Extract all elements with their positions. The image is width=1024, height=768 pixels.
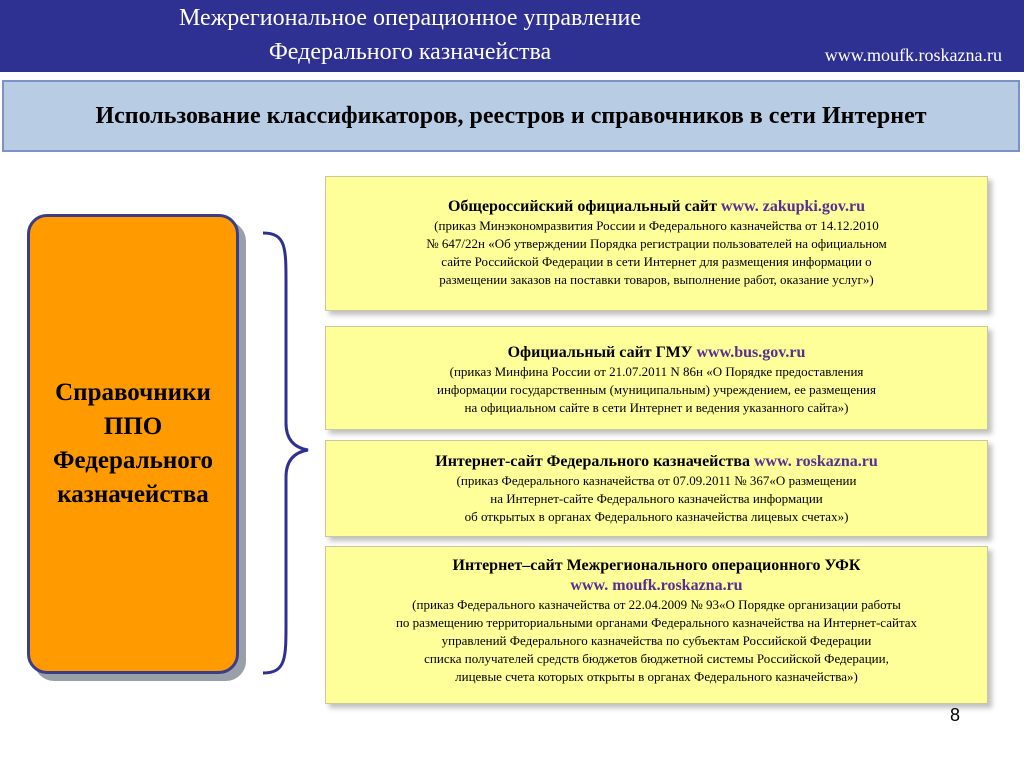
left-block-line: ППО: [103, 413, 163, 440]
header-title-line-1: Межрегиональное операционное управление: [179, 5, 641, 31]
left-block-line: Федерального: [53, 447, 213, 474]
header-url[interactable]: www.moufk.roskazna.ru: [824, 45, 1002, 65]
box-link[interactable]: www. moufk.roskazna.ru: [570, 577, 743, 594]
box-desc-line: сайте Российской Федерации в сети Интернет для размещения информации о: [441, 254, 872, 269]
box-desc-line: по размещению территориальными органами Федерального казначейства на Интернет-сайтах: [395, 615, 918, 630]
info-box-bus: [325, 326, 988, 430]
info-box-roskazna: [325, 440, 988, 537]
left-block-line: Справочники: [55, 379, 211, 406]
box-title: Общероссийский официальный сайт www. zakupki.gov.ru: [447, 198, 865, 215]
left-block-line: казначейства: [57, 481, 209, 508]
left-block-text: [38, 376, 228, 512]
box-desc-line: информации государственным (муниципальным) учреждением, ее размещения: [437, 382, 876, 397]
box-title: Интернет–сайт Межрегионального операционного УФК: [452, 557, 861, 574]
box-link[interactable]: www. roskazna.ru: [754, 453, 878, 470]
page-number: 8: [950, 705, 961, 725]
box-desc-line: управлений Федерального казначейства по субъектам Российской Федерации: [441, 633, 872, 648]
box-desc-line: лицевые счета которых открыты в органах Федерального казначейства»): [455, 669, 858, 684]
box-title: Интернет-сайт Федерального казначейства www. roskazna.ru: [435, 453, 878, 470]
header-title-line-2: Федерального казначейства: [268, 39, 552, 65]
slide-title: Использование классификаторов, реестров и справочников в сети Интернет: [95, 102, 927, 129]
box-desc-line: на официальном сайте в сети Интернет и ведения указанного сайта»): [464, 400, 849, 415]
box-desc-line: (приказ Минэкономразвития России и Федерального казначейства от 14.12.2010: [434, 218, 879, 233]
box-desc-line: (приказ Федерального казначейства от 22.04.2009 № 93«О Порядке организации работы: [412, 597, 901, 612]
box-link[interactable]: www.bus.gov.ru: [696, 344, 806, 361]
box-desc-line: на Интернет-сайте Федерального казначейства информации: [490, 491, 823, 506]
box-desc-line: списка получателей средств бюджетов бюджетной системы Российской Федерации,: [424, 651, 889, 666]
curly-brace: [258, 228, 318, 678]
left-block: [27, 214, 239, 674]
box-desc-line: размещении заказов на поставки товаров, выполнение работ, оказание услуг»): [439, 272, 874, 287]
box-desc-line: № 647/22н «Об утверждении Порядка регистрации пользователей на официальном: [426, 236, 887, 251]
header-bar: [0, 0, 1024, 72]
info-box-zakupki: [325, 176, 988, 311]
box-link[interactable]: www. zakupki.gov.ru: [720, 198, 865, 215]
info-box-moufk: [325, 546, 988, 704]
box-desc-line: (приказ Федерального казначейства от 07.09.2011 № 367«О размещении: [456, 473, 857, 488]
box-title: Официальный сайт ГМУ www.bus.gov.ru: [507, 344, 806, 361]
box-desc-line: об открытых в органах Федерального казначейства лицевых счетах»): [464, 509, 849, 524]
slide-title-bar: [2, 80, 1020, 152]
box-desc-line: (приказ Минфина России от 21.07.2011 N 86н «О Порядке предоставления: [449, 364, 864, 379]
